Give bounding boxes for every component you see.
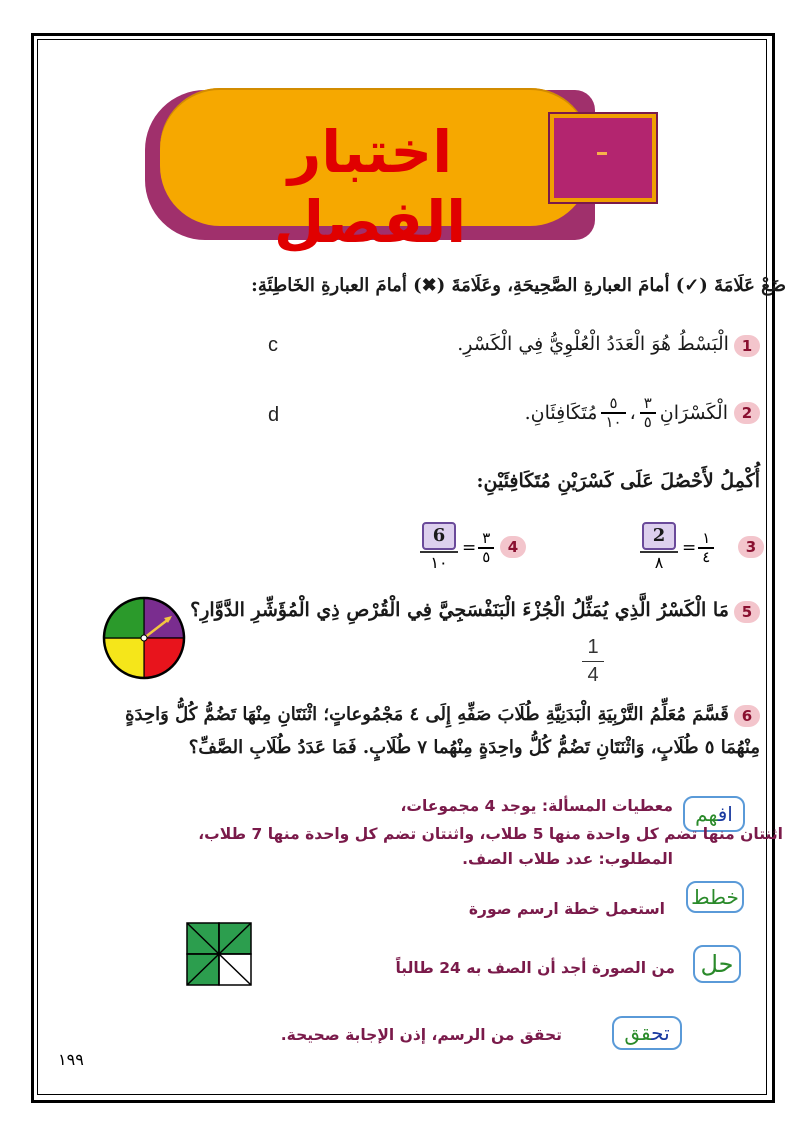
- question-3-number: 3: [738, 536, 764, 558]
- plan-text: استعمل خطة ارسم صورة: [468, 900, 665, 918]
- spinner-disc: [102, 596, 186, 680]
- understand-label-part2: هم: [695, 802, 718, 826]
- equals-sign: =: [682, 537, 697, 558]
- q2-answer: d: [268, 404, 280, 426]
- check-label-box: [612, 1016, 682, 1050]
- spinner-center: [141, 635, 147, 641]
- denominator: ١٠: [605, 413, 622, 431]
- question-6: [125, 704, 760, 727]
- given-fraction: [700, 530, 712, 566]
- q5-answer-fraction: [578, 636, 608, 687]
- equals-sign: =: [462, 537, 477, 558]
- answer-fraction: [420, 522, 458, 573]
- understand-line3: المطلوب: عدد طلاب الصف.: [462, 850, 673, 868]
- denominator: ٥: [643, 413, 652, 431]
- fraction-bar: [582, 661, 604, 662]
- banner-square: [550, 114, 656, 202]
- banner-dash: [597, 152, 607, 155]
- denominator: ٨: [654, 553, 664, 572]
- section2-instruction: أُكْمِلُ لأَحْصُلَ عَلَى كَسْرَيْنِ مُتَكَافِئَيْنِ:: [476, 470, 760, 492]
- question-text-line1: قَسَّمَ مُعَلِّمُ التَّرْبِيَةِ الْبَدَنِيَّةِ طُلَابَ صَفِّهِ إِلَى ٤ مَجْمُوعاتٍ؛ اثْنَتَانِ مِنْهَا تَضُمُّ كُلُّ وَاحِدَةٍ: [125, 704, 729, 725]
- numerator: ١: [702, 528, 711, 547]
- answer-numerator-box: 6: [422, 522, 456, 550]
- answer-fraction: [640, 522, 678, 573]
- answer-numerator-box: 2: [642, 522, 676, 550]
- denominator: 4: [587, 664, 599, 686]
- question-3-equation: [640, 522, 712, 573]
- question-1: [457, 333, 760, 357]
- class-drawing: [186, 922, 252, 986]
- understand-line1: معطيات المسألة: يوجد 4 مجموعات،: [400, 797, 673, 815]
- comma: ،: [629, 402, 636, 424]
- question-4-number: 4: [500, 536, 526, 558]
- numerator: 1: [587, 636, 599, 658]
- solve-label-box: حل: [693, 945, 741, 983]
- denominator: ٥: [482, 547, 491, 566]
- denominator: ١٠: [430, 553, 448, 572]
- solve-text: من الصورة أجد أن الصف به 24 طالباً: [395, 959, 675, 977]
- numerator: ٥: [609, 394, 618, 412]
- question-text-after: مُتَكَافِئَانِ.: [524, 402, 598, 424]
- understand-line2: اثنتان منها تضم كل واحدة منها 5 طلاب، واثنتان تضم كل واحدة منها 7 طلاب،: [198, 825, 783, 843]
- page-number: ١٩٩: [58, 1050, 84, 1069]
- question-text: مَا الْكَسْرُ الَّذِي يُمَثِّلُ الْجُزْءَ الْبَنَفْسَجِيَّ فِي الْقُرْصِ ذِي الْمُؤَشِّرِ الدَّوَّارِ؟: [190, 599, 729, 621]
- understand-label-part1: اف: [717, 802, 733, 826]
- question-number: 2: [734, 402, 760, 424]
- numerator: ٣: [643, 394, 652, 412]
- page-title: اختبار الفصل: [273, 118, 467, 256]
- fraction: [603, 395, 623, 431]
- question-2: [525, 395, 760, 431]
- question-number: 6: [734, 705, 760, 727]
- given-fraction: [480, 530, 492, 566]
- question-number: 1: [734, 335, 760, 357]
- q1-answer: c: [268, 334, 278, 356]
- plan-label-box: خطط: [686, 881, 744, 913]
- check-label-part1: تح: [651, 1021, 670, 1045]
- section1-instruction: ضَعْ عَلَامَةَ (✓) أمامَ العبارةِ الصَّحِيحَةِ، وعَلَامَةَ (✖) أمامَ العبارةِ الخَاطِئَةِ:: [251, 275, 786, 296]
- check-text: تحقق من الرسم، إذن الإجابة صحيحة.: [280, 1026, 562, 1044]
- check-label-part2: قق: [624, 1021, 652, 1045]
- numerator: ٣: [482, 528, 491, 547]
- question-5: [190, 599, 760, 623]
- question-number: 5: [734, 601, 760, 623]
- question-text: الْبَسْطُ هُوَ الْعَدَدُ الْعُلْوِيُّ فِي الْكَسْرِ.: [457, 333, 729, 355]
- fraction: [642, 395, 654, 431]
- question-text-before: الْكَسْرَانِ: [659, 402, 728, 424]
- denominator: ٤: [702, 547, 711, 566]
- question-text-line2: مِنْهُمَا ٥ طُلَابٍ، وَاثْنَتَانِ تَضُمُّ كُلُّ واحِدَةٍ مِنْهُما ٧ طُلَابٍ. فَمَا عَدَدُ طُلَابِ الصَّفِّ؟: [188, 737, 760, 758]
- question-4-equation: [420, 522, 492, 573]
